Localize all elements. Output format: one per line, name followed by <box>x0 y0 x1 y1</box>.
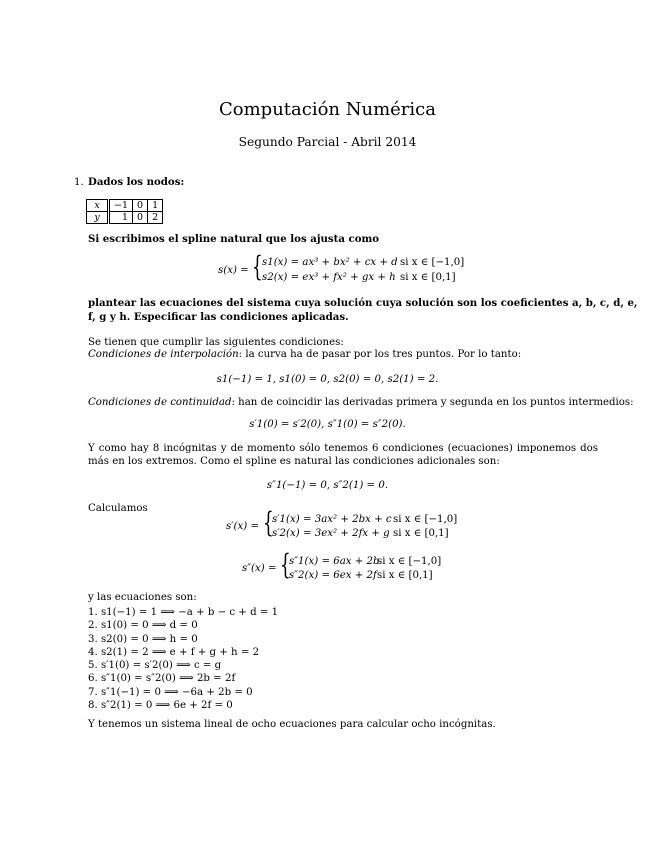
table-row-label: y <box>87 212 109 224</box>
interpolation-label: Condiciones de interpolación <box>88 349 239 360</box>
continuity-label: Condiciones de continuidad <box>88 397 232 408</box>
second-derivative-cond-2: si x ∈ [0,1] <box>377 570 433 581</box>
first-derivative-case-2: s′2(x) = 3ex² + 2fx + g <box>272 528 390 539</box>
document-subtitle: Segundo Parcial - Abril 2014 <box>238 135 417 149</box>
solution-intro: Se tienen que cumplir las siguientes condiciones: <box>88 337 344 348</box>
table-cell: 0 <box>133 200 148 212</box>
table-row <box>87 212 163 224</box>
left-brace: { <box>252 250 263 283</box>
first-derivative-cond-1: si x ∈ [−1,0] <box>393 514 458 525</box>
first-derivative-cond-2: si x ∈ [0,1] <box>393 528 449 539</box>
spline-lhs: s(x) = <box>218 265 249 276</box>
nodes-table <box>86 199 163 224</box>
first-derivative-case-1: s′1(x) = 3ax² + 2bx + c <box>272 514 392 525</box>
extra-conditions-text: Y como hay 8 incógnitas y de momento sólo tenemos 6 condiciones (ecuaciones) imponemos dos más en los extremos. Como el spline es natural las condiciones adicionales son: <box>88 443 598 468</box>
spline-intro: Si escribimos el spline natural que los ajusta como <box>88 233 380 245</box>
conclusion: Y tenemos un sistema lineal de ocho ecuaciones para calcular ocho incógnitas. <box>88 719 496 730</box>
list-item: 1. s1(−1) = 1 ⟹ −a + b − c + d = 1 <box>88 607 279 618</box>
continuity-text: : han de coincidir las derivadas primera y segunda en los puntos intermedios: <box>231 397 634 408</box>
table-row <box>87 200 163 212</box>
spline-cond-1: si x ∈ [−1,0] <box>400 257 465 268</box>
table-cell: −1 <box>109 200 133 212</box>
list-item: 5. s′1(0) = s′2(0) ⟹ c = g <box>88 660 222 672</box>
interpolation-equations: s1(−1) = 1, s1(0) = 0, s2(0) = 0, s2(1) = 2. <box>216 374 439 385</box>
left-brace: { <box>280 548 291 581</box>
continuity-equations: s′1(0) = s′2(0), s″1(0) = s″2(0). <box>249 419 406 430</box>
interpolation-text: : la curva ha de pasar por los tres puntos. Por lo tanto: <box>238 349 522 360</box>
list-item: 6. s″1(0) = s″2(0) ⟹ 2b = 2f <box>88 673 236 685</box>
spline-case-2: s2(x) = ex³ + fx² + gx + h <box>262 272 396 283</box>
problem-number: 1. <box>74 177 84 188</box>
equations-list <box>88 606 278 712</box>
second-derivative-lhs: s″(x) = <box>242 563 277 574</box>
second-derivative-cond-1: si x ∈ [−1,0] <box>377 556 442 567</box>
list-item: 3. s2(0) = 0 ⟹ h = 0 <box>88 633 198 645</box>
natural-conditions: s″1(−1) = 0, s″2(1) = 0. <box>266 480 389 491</box>
table-cell: 0 <box>133 212 148 224</box>
table-row-label: x <box>87 200 109 212</box>
document-title: Computación Numérica <box>219 99 436 120</box>
table-cell: 1 <box>109 212 133 224</box>
left-brace: { <box>263 506 274 539</box>
list-item: 8. s″2(1) = 0 ⟹ 6e + 2f = 0 <box>88 700 233 712</box>
problem-heading: Dados los nodos: <box>88 176 185 188</box>
list-item: 4. s2(1) = 2 ⟹ e + f + g + h = 2 <box>88 646 260 658</box>
task-line-2: f, g y h. Especificar las condiciones aplicadas. <box>88 311 349 323</box>
task-line-1: plantear las ecuaciones del sistema cuya solución cuya solución son los coeficientes a, b, c, d, e, <box>88 297 638 309</box>
calc-label: Calculamos <box>88 503 148 514</box>
spline-case-1: s1(x) = ax³ + bx² + cx + d <box>262 257 398 268</box>
second-derivative-case-2: s″2(x) = 6ex + 2f <box>289 570 377 581</box>
spline-cond-2: si x ∈ [0,1] <box>400 272 456 283</box>
equations-intro: y las ecuaciones son: <box>88 592 197 603</box>
second-derivative-case-1: s″1(x) = 6ax + 2b <box>289 556 380 567</box>
table-cell: 1 <box>148 200 163 212</box>
first-derivative-lhs: s′(x) = <box>226 521 260 532</box>
list-item: 7. s″1(−1) = 0 ⟹ −6a + 2b = 0 <box>88 686 253 698</box>
list-item: 2. s1(0) = 0 ⟹ d = 0 <box>88 620 198 632</box>
table-cell: 2 <box>148 212 163 224</box>
